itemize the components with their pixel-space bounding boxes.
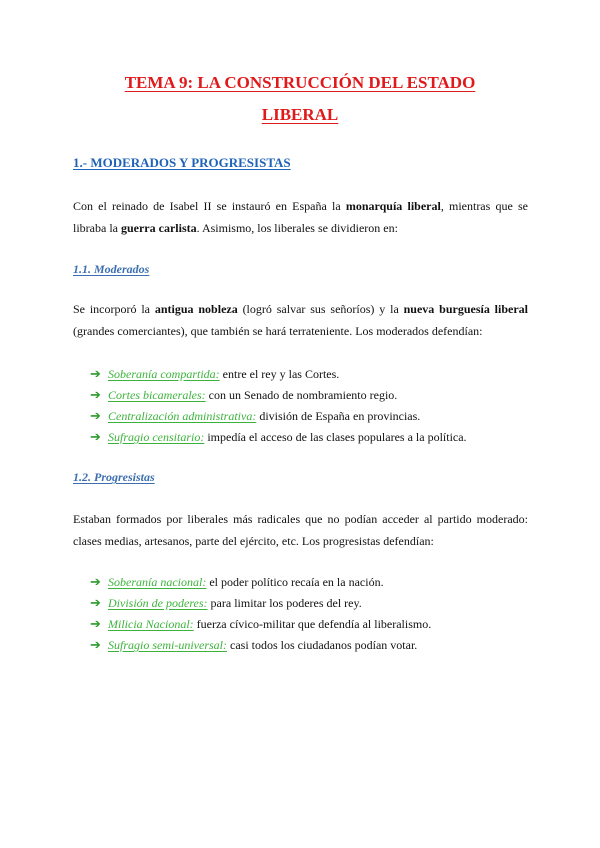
list-item-term: División de poderes: [108, 596, 208, 610]
list-item-desc: entre el rey y las Cortes. [219, 367, 340, 381]
page-title-line-1: TEMA 9: LA CONSTRUCCIÓN DEL ESTADO [124, 73, 476, 92]
list-item [90, 405, 467, 426]
list-item [90, 384, 467, 405]
list-item-term: Cortes bicamerales: [108, 388, 206, 402]
arrow-right-icon: ➔ [90, 637, 101, 652]
list-item-desc: fuerza cívico-militar que defendía al liberalismo. [193, 617, 432, 631]
list-item-desc: casi todos los ciudadanos podían votar. [227, 638, 418, 652]
list-item-desc: división de España en provincias. [256, 409, 421, 423]
page-title-line-2: LIBERAL [261, 105, 339, 124]
moderados-bold-burguesia: nueva burguesía liberal [403, 302, 528, 316]
intro-bold-guerra: guerra carlista [120, 221, 197, 235]
list-item [90, 613, 431, 634]
list-item-term: Soberanía nacional: [108, 575, 207, 589]
subheading-progresistas: 1.2. Progresistas [73, 470, 155, 484]
arrow-right-icon: ➔ [90, 387, 101, 402]
list-item-desc: el poder político recaía en la nación. [206, 575, 384, 589]
intro-bold-monarquia: monarquía liberal [345, 199, 441, 213]
arrow-right-icon: ➔ [90, 429, 101, 444]
intro-paragraph [73, 195, 528, 239]
list-item-term: Sufragio semi-universal: [108, 638, 227, 652]
moderados-text-2: (logró salvar sus señoríos) y la [237, 302, 404, 316]
moderados-text-3: (grandes comerciantes), que también se hará terrateniente. Los moderados defendían: [73, 324, 483, 338]
intro-text-2: , mientras que se libraba la [73, 199, 528, 235]
list-item-desc: para limitar los poderes del rey. [207, 596, 362, 610]
arrow-right-icon: ➔ [90, 408, 101, 423]
list-item [90, 592, 431, 613]
subheading-moderados: 1.1. Moderados [73, 262, 150, 276]
list-item [90, 426, 467, 447]
arrow-right-icon: ➔ [90, 595, 101, 610]
arrow-right-icon: ➔ [90, 574, 101, 589]
moderados-bold-nobleza: antigua nobleza [154, 302, 238, 316]
list-item-term: Sufragio censitario: [108, 430, 205, 444]
progresistas-list [90, 571, 431, 655]
list-item-desc: con un Senado de nombramiento regio. [205, 388, 398, 402]
list-item-desc: impedía el acceso de las clases populares a la política. [204, 430, 467, 444]
intro-text-1: Con el reinado de Isabel II se instauró en España la [73, 199, 346, 213]
intro-text-3: . Asimismo, los liberales se dividieron en: [196, 221, 398, 235]
arrow-right-icon: ➔ [90, 616, 101, 631]
list-item-term: Soberanía compartida: [108, 367, 220, 381]
list-item-term: Milicia Nacional: [108, 617, 194, 631]
list-item [90, 571, 431, 592]
progresistas-paragraph: Estaban formados por liberales más radicales que no podían acceder al partido moderado: clases medias, artesanos, parte del ejército, etc. Los progresistas defendían: [73, 512, 528, 548]
moderados-paragraph [73, 298, 528, 342]
moderados-text-1: Se incorporó la [73, 302, 155, 316]
moderados-list [90, 363, 467, 447]
list-item-term: Centralización administrativa: [108, 409, 257, 423]
arrow-right-icon: ➔ [90, 366, 101, 381]
list-item [90, 363, 467, 384]
list-item [90, 634, 431, 655]
section-heading-moderados-progresistas: 1.- MODERADOS Y PROGRESISTAS [73, 155, 291, 170]
